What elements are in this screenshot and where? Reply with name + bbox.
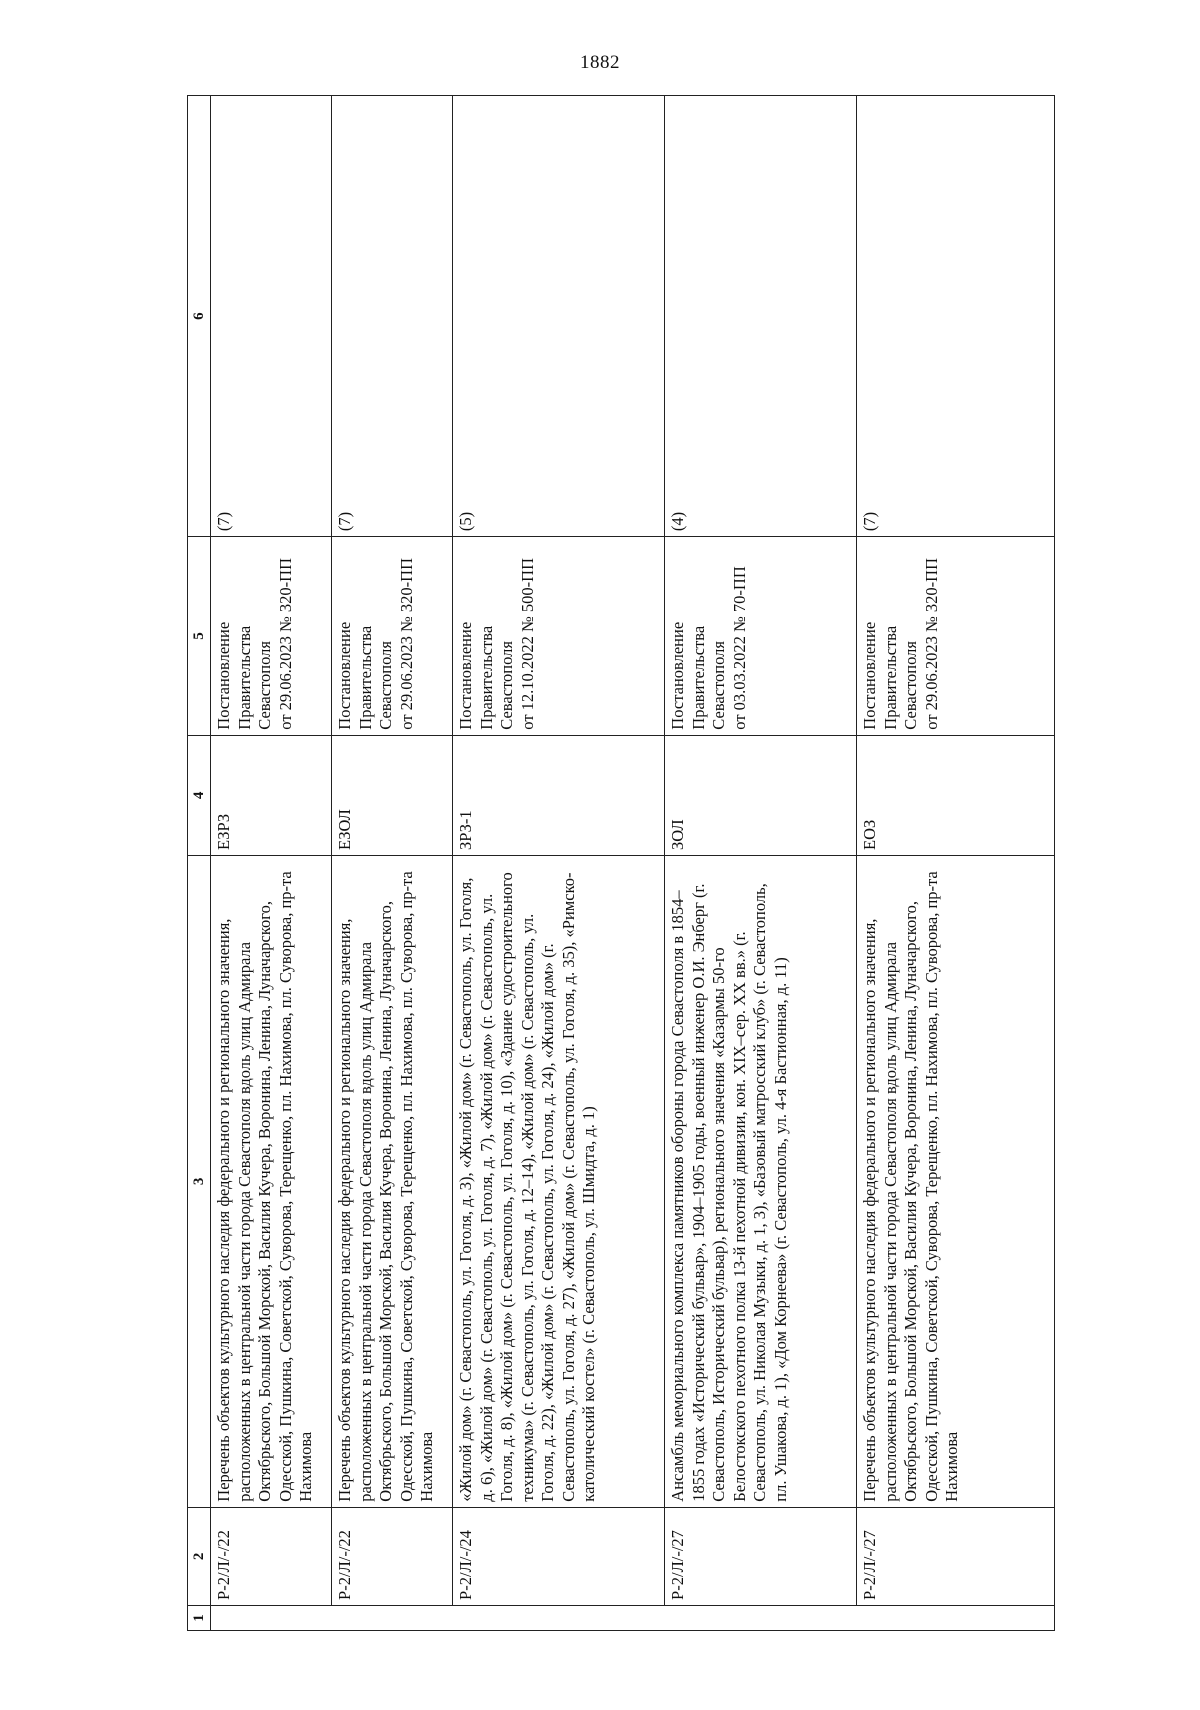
header-col-1: 1	[188, 1605, 211, 1630]
cell-zone: ЗРЗ-1	[453, 735, 665, 855]
cell-description: Ансамбль мемориального комплекса памятников обороны города Севастополя в 1854–1855 годах «Исторический бульвар», 1904–1905 годы, военный инженер О.И. Энберг (г. Севастополь, Исторический бульвар), регионального значения «Казармы 50-го Белостокского пехотного полка 13-й пехотной дивизии, кон. XIX–сер. XX вв.» (г. Севастополь, ул. Николая Музыки, д. 1, 3), «Базовый матросский клуб» (г. Севастополь, пл. Ушакова, д. 1), «Дом Корнеева» (г. Севастополь, ул. 4-я Бастионная, д. 11)	[665, 856, 857, 1508]
table-row	[453, 96, 665, 1631]
cell-code: Р-2/Л/-/24	[453, 1507, 665, 1605]
cell-zone: ЗОЛ	[665, 735, 857, 855]
cell-zone: ЕОЗ	[857, 735, 1055, 855]
rotated-table-container	[187, 95, 1055, 1631]
cell-code: Р-2/Л/-/22	[211, 1507, 332, 1605]
cell-note: (4)	[665, 96, 857, 537]
cell-note: (7)	[211, 96, 332, 537]
cell-note: (5)	[453, 96, 665, 537]
cell-zone: ЕЗРЗ	[211, 735, 332, 855]
header-col-2: 2	[188, 1507, 211, 1605]
table-row	[332, 96, 453, 1631]
cell-document: Постановление Правительства Севастополя от 03.03.2022 № 70-ПП	[665, 537, 857, 736]
table-row	[211, 96, 332, 1631]
cell-zone: ЕЗОЛ	[332, 735, 453, 855]
header-col-5: 5	[188, 537, 211, 736]
header-col-4: 4	[188, 735, 211, 855]
cell-note: (7)	[857, 96, 1055, 537]
table-row	[857, 96, 1055, 1631]
zones-table	[187, 95, 1055, 1631]
cell-document: Постановление Правительства Севастополя от 29.06.2023 № 320-ПП	[857, 537, 1055, 736]
cell-document: Постановление Правительства Севастополя от 12.10.2022 № 500-ПП	[453, 537, 665, 736]
cell-col1	[211, 1605, 1055, 1630]
cell-document: Постановление Правительства Севастополя от 29.06.2023 № 320-ПП	[211, 537, 332, 736]
cell-code: Р-2/Л/-/22	[332, 1507, 453, 1605]
cell-code: Р-2/Л/-/27	[665, 1507, 857, 1605]
cell-description: Перечень объектов культурного наследия федерального и регионального значения, расположенных в центральной части города Севастополя вдоль улиц Адмирала Октябрьского, Большой Морской, Василия Кучера, Воронина, Ленина, Луначарского, Одесской, Пушкина, Советской, Суворова, Терещенко, пл. Нахимова, пл. Суворова, пр-та Нахимова	[332, 856, 453, 1508]
cell-document: Постановление Правительства Севастополя от 29.06.2023 № 320-ПП	[332, 537, 453, 736]
cell-description: Перечень объектов культурного наследия федерального и регионального значения, расположенных в центральной части города Севастополя вдоль улиц Адмирала Октябрьского, Большой Морской, Василия Кучера, Воронина, Ленина, Луначарского, Одесской, Пушкина, Советской, Суворова, Терещенко, пл. Нахимова, пл. Суворова, пр-та Нахимова	[211, 856, 332, 1508]
cell-note: (7)	[332, 96, 453, 537]
cell-description: «Жилой дом» (г. Севастополь, ул. Гоголя, д. 3), «Жилой дом» (г. Севастополь, ул. Гоголя, д. 6), «Жилой дом» (г. Севастополь, ул. Гоголя, д. 7), «Жилой дом» (г. Севастополь, ул. Гоголя, д. 8), «Жилой дом» (г. Севастополь, ул. Гоголя, д. 10), «Здание судостроительного техникума» (г. Севастополь, ул. Гоголя, д. 12–14), «Жилой дом» (г. Севастополь, ул. Гоголя, д. 22), «Жилой дом» (г. Севастополь, ул. Гоголя, д. 24), «Жилой дом» (г. Севастополь, ул. Гоголя, д. 27), «Жилой дом» (г. Севастополь, ул. Гоголя, д. 35), «Римско-католический костел» (г. Севастополь, ул. Шмидта, д. 1)	[453, 856, 665, 1508]
header-col-6: 6	[188, 96, 211, 537]
page-number: 1882	[580, 52, 620, 73]
cell-description: Перечень объектов культурного наследия федерального и регионального значения, расположенных в центральной части города Севастополя вдоль улиц Адмирала Октябрьского, Большой Морской, Василия Кучера, Воронина, Ленина, Луначарского, Одесской, Пушкина, Советской, Суворова, Терещенко, пл. Нахимова, пл. Суворова, пр-та Нахимова	[857, 856, 1055, 1508]
header-col-3: 3	[188, 856, 211, 1508]
header-row	[188, 96, 211, 1631]
table-row	[665, 96, 857, 1631]
cell-code: Р-2/Л/-/27	[857, 1507, 1055, 1605]
